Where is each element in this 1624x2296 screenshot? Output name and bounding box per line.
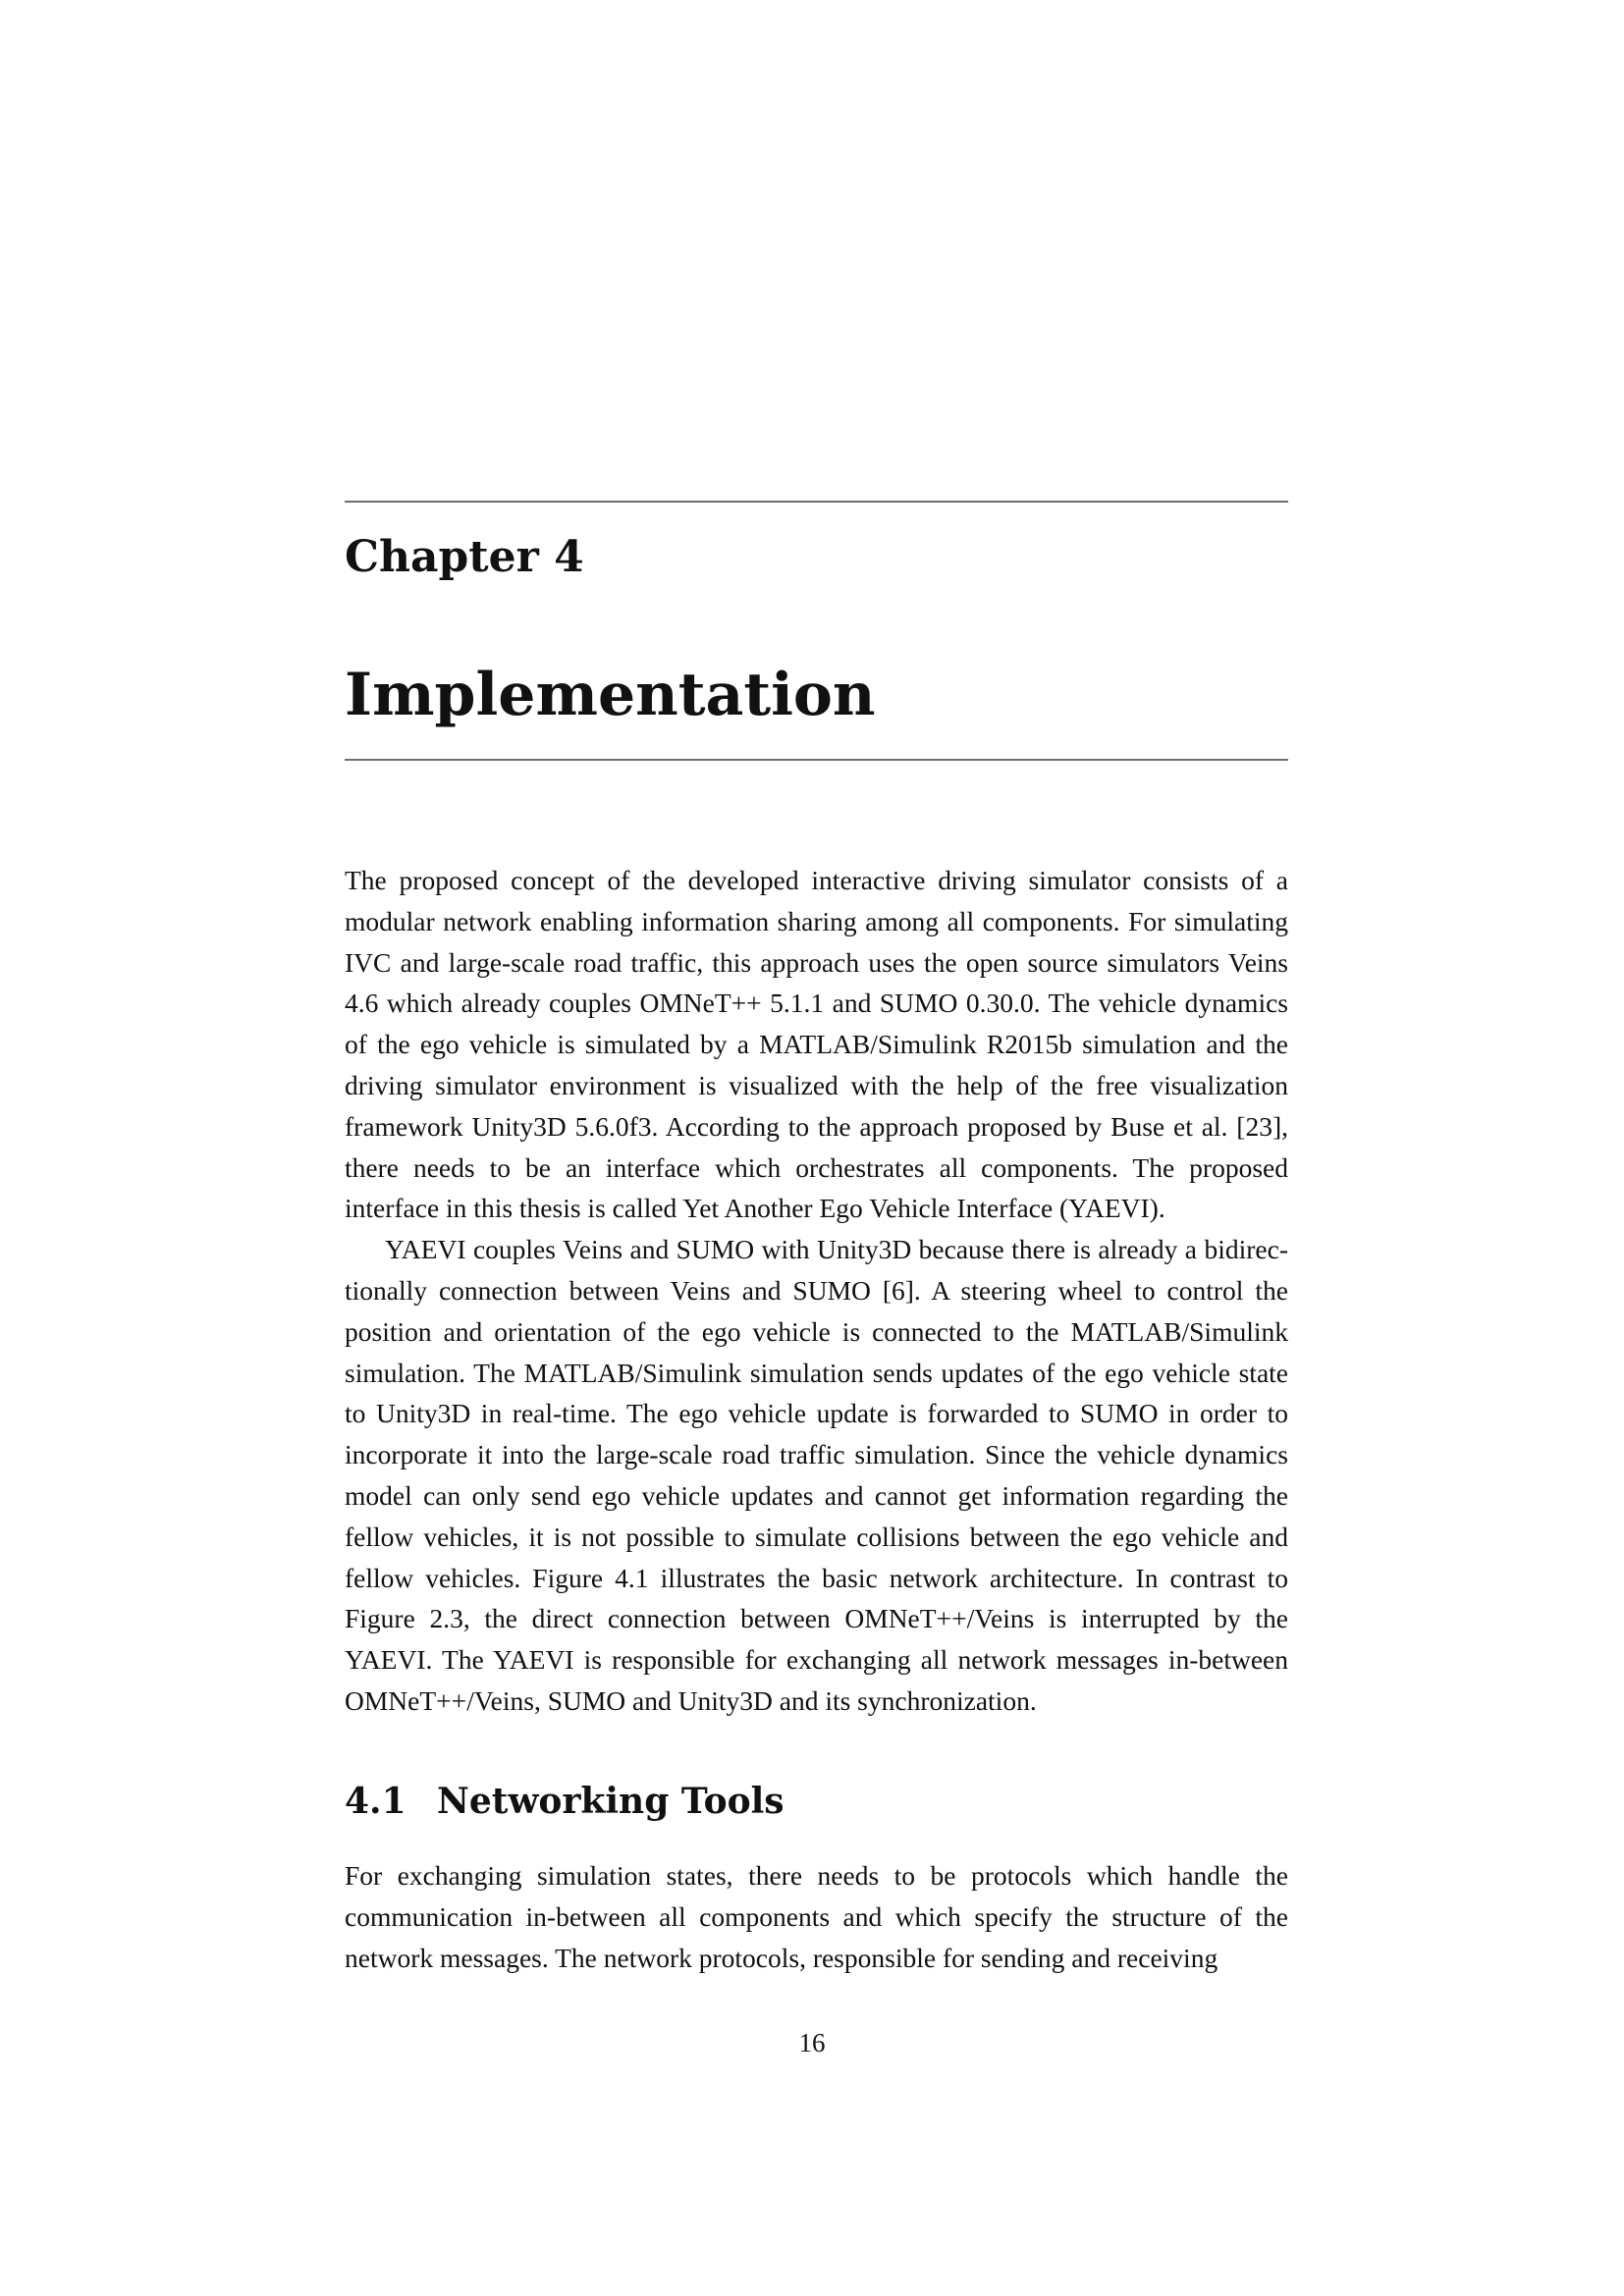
paragraph: For exchanging simulation states, there needs to be protocols which handle the communication in-between all components and which specify the structure of the network messages. The network protocols, responsible for sending and receiving — [345, 1860, 1288, 1973]
paragraph: YAEVI couples Veins and SUMO with Unity3D because there is already a bidirectionally connection between Veins and SUMO [6]. A steering wheel to control the position and orientation of the ego vehicle is connected to the MATLAB/Simulink simulation. The MATLAB/Simulink simulation sends updates of the ego vehicle state to Unity3D in real-time. The ego vehicle update is forwarded to SUMO in order to incorporate it into the large-scale road traffic simulation. Since the vehicle dynamics model can only send ego vehicle updates and cannot get information regarding the fellow vehicles, it is not possible to simulate collisions between the ego vehicle and fellow vehicles. Figure 4.1 illustrates the basic network architecture. In contrast to Figure 2.3, the direct connection between OMNeT++/Veins is interrupted by the YAEVI. The YAEVI is responsible for exchanging all network messages in-between OMNeT++/Veins, SUMO and Unity3D and its synchronization. — [345, 1234, 1288, 1716]
section-number: 4.1 — [345, 1781, 406, 1822]
chapter-title: Implementation — [345, 661, 876, 729]
section-heading — [345, 1776, 785, 1827]
chapter-top-rule — [345, 501, 1288, 503]
chapter-label: Chapter 4 — [345, 532, 584, 582]
paragraph: The proposed concept of the developed interactive driving simulator consists of a modular network enabling information sharing among all components. For simulating IVC and large-scale road traffic, this approach uses the open source simulators Veins 4.6 which already couples OMNeT++ 5.1.1 and SUMO 0.30.0. The vehicle dynamics of the ego vehicle is simulated by a MATLAB/Simulink R2015b simulation and the driving simulator environment is visualized with the help of the free visualization framework Unity3D 5.6.0f3. According to the approach proposed by Buse et al. [23], there needs to be an interface which orchestrates all components. The proposed interface in this thesis is called Yet Another Ego Vehicle Interface (YAEVI). — [345, 865, 1288, 1224]
section-text — [345, 1855, 1288, 1978]
chapter-intro-text — [345, 860, 1288, 1722]
chapter-bottom-rule — [345, 759, 1288, 761]
page-number: 16 — [798, 2028, 826, 2057]
section-title: Networking Tools — [437, 1781, 785, 1822]
